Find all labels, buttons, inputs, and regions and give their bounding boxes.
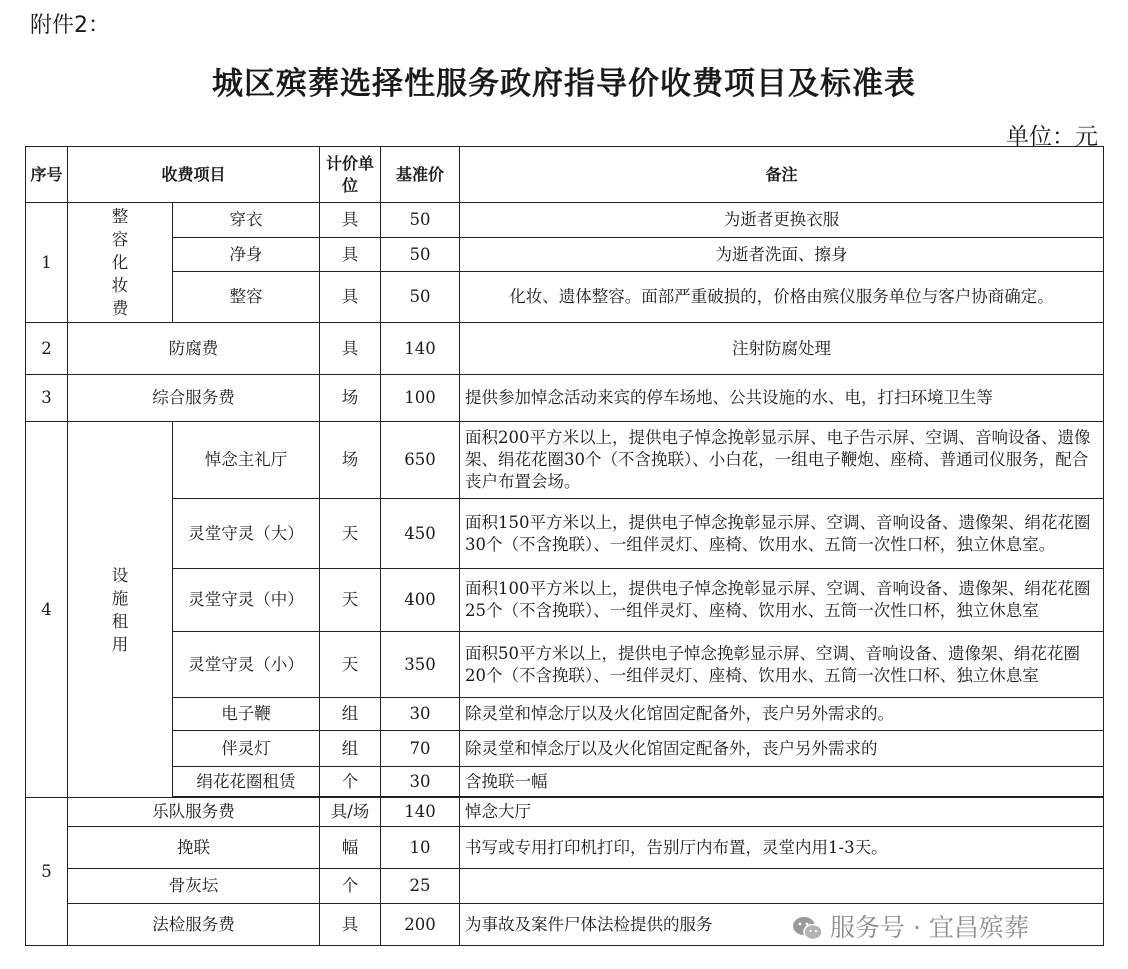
- unit-cell: 天: [320, 632, 381, 698]
- price-cell: 350: [381, 632, 460, 698]
- price-cell: 400: [381, 569, 460, 632]
- note-text: 面积100平方米以上，提供电子悼念挽彰显示屏、空调、音响设备、遗像架、绢花花圈25个（不含挽联）、一组伴灵灯、座椅、饮用水、五筒一次性口杯，独立休息室: [465, 579, 1091, 620]
- unit-cell: 具: [320, 904, 381, 946]
- table-row: [26, 203, 1104, 238]
- unit-cell: 组: [320, 731, 381, 767]
- price-cell: 50: [381, 238, 460, 272]
- wechat-icon: [792, 915, 824, 943]
- table-row: [26, 731, 1104, 767]
- table-row: [26, 323, 1104, 375]
- price-cell: 70: [381, 731, 460, 767]
- note-text: 面积200平方米以上，提供电子悼念挽彰显示屏、电子告示屏、空调、音响设备、遗像架、绢花花圈30个（不含挽联）、小白花，一组电子鞭炮、座椅、普通司仪服务，配合丧户布置会场。: [465, 428, 1091, 491]
- watermark: [792, 908, 1029, 944]
- note-text: 面积150平方米以上，提供电子悼念挽彰显示屏、空调、音响设备、遗像架、绢花花圈30个（不含挽联）、一组伴灵灯、座椅、饮用水、五筒一次性口杯，独立休息室。: [465, 512, 1091, 554]
- header-note: 备注: [460, 147, 1104, 203]
- seq-cell: 2: [26, 323, 68, 375]
- unit-cell: 具: [320, 238, 381, 272]
- unit-cell: 具/场: [320, 798, 381, 827]
- unit-cell: 个: [320, 869, 381, 904]
- item-cell: 整容: [173, 272, 320, 323]
- note-cell: 除灵堂和悼念厅以及火化馆固定配备外，丧户另外需求的: [460, 731, 1104, 767]
- price-cell: 30: [381, 767, 460, 797]
- price-cell: 10: [381, 827, 460, 869]
- category-cell: [68, 422, 173, 798]
- note-cell: 悼念大厅: [460, 798, 1104, 827]
- note-cell: 为逝者洗面、擦身: [460, 238, 1104, 272]
- item-cell: 绢花花圈租赁: [173, 767, 320, 797]
- table-row: [26, 827, 1104, 869]
- item-cell: 灵堂守灵（中）: [173, 569, 320, 632]
- price-cell: 450: [381, 499, 460, 569]
- table-row: [26, 632, 1104, 698]
- header-seq: 序号: [26, 147, 68, 203]
- table-row: [26, 767, 1104, 797]
- price-cell: 200: [381, 904, 460, 946]
- unit-cell: 场: [320, 422, 381, 499]
- unit-cell: 具: [320, 323, 381, 375]
- header-price: 基准价: [381, 147, 460, 203]
- unit-cell: 场: [320, 375, 381, 422]
- unit-cell: 天: [320, 499, 381, 569]
- seq-cell: 4: [26, 422, 68, 798]
- note-cell: 提供参加悼念活动来宾的停车场地、公共设施的水、电，打扫环境卫生等: [460, 375, 1104, 422]
- item-cell: 灵堂守灵（大）: [173, 499, 320, 569]
- unit-cell: 个: [320, 767, 381, 797]
- item-cell: 伴灵灯: [173, 731, 320, 767]
- item-cell: 综合服务费: [68, 375, 320, 422]
- note-cell: [460, 499, 1104, 569]
- table-row: [26, 698, 1104, 731]
- table-row: [26, 272, 1104, 323]
- price-cell: 25: [381, 869, 460, 904]
- note-cell: 为逝者更换衣服: [460, 203, 1104, 238]
- seq-cell: 1: [26, 203, 68, 323]
- seq-cell: 3: [26, 375, 68, 422]
- item-cell: 挽联: [68, 827, 320, 869]
- item-cell: 乐队服务费: [68, 798, 320, 827]
- item-cell: 灵堂守灵（小）: [173, 632, 320, 698]
- item-cell: 净身: [173, 238, 320, 272]
- header-unit: 计价单位: [320, 147, 381, 203]
- unit-cell: 天: [320, 569, 381, 632]
- item-cell: 穿衣: [173, 203, 320, 238]
- note-cell: [460, 632, 1104, 698]
- unit-cell: 组: [320, 698, 381, 731]
- item-cell: 防腐费: [68, 323, 320, 375]
- note-text: 面积50平方米以上，提供电子悼念挽彰显示屏、空调、音响设备、遗像架、绢花花圈20个（不含挽联）、一组伴灵灯、座椅、饮用水、五筒一次性口杯、独立休息室: [465, 643, 1081, 685]
- header-item: 收费项目: [68, 147, 320, 203]
- item-cell: 骨灰坛: [68, 869, 320, 904]
- table-row: [26, 422, 1104, 499]
- category-label: 设施租用: [111, 565, 129, 654]
- price-cell: 140: [381, 323, 460, 375]
- unit-cell: 具: [320, 203, 381, 238]
- item-cell: 电子鞭: [173, 698, 320, 731]
- unit-label: 单位：元: [1006, 124, 1098, 150]
- note-cell: 化妆、遗体整容。面部严重破损的，价格由殡仪服务单位与客户协商确定。: [460, 272, 1104, 323]
- note-cell: 含挽联一幅: [460, 767, 1104, 797]
- table-header-row: [26, 147, 1104, 203]
- note-cell: 注射防腐处理: [460, 323, 1104, 375]
- category-label: 整容化妆费: [111, 207, 129, 318]
- seq-cell: 5: [26, 798, 68, 946]
- item-cell: 法检服务费: [68, 904, 320, 946]
- note-cell: [460, 869, 1104, 904]
- price-cell: 650: [381, 422, 460, 499]
- item-cell: 悼念主礼厅: [173, 422, 320, 499]
- page-title: 城区殡葬选择性服务政府指导价收费项目及标准表: [212, 66, 916, 102]
- table-row: [26, 375, 1104, 422]
- table-row: [26, 798, 1104, 827]
- note-cell: 除灵堂和悼念厅以及火化馆固定配备外，丧户另外需求的。: [460, 698, 1104, 731]
- price-cell: 100: [381, 375, 460, 422]
- price-cell: 30: [381, 698, 460, 731]
- note-cell: [460, 569, 1104, 632]
- price-cell: 140: [381, 798, 460, 827]
- note-cell: [460, 422, 1104, 499]
- table-row: [26, 238, 1104, 272]
- price-cell: 50: [381, 203, 460, 238]
- fee-table: [25, 146, 1104, 946]
- unit-cell: 幅: [320, 827, 381, 869]
- price-cell: 50: [381, 272, 460, 323]
- note-cell: 书写或专用打印机打印，告别厅内布置，灵堂内用1-3天。: [460, 827, 1104, 869]
- table-row: [26, 569, 1104, 632]
- table-row: [26, 869, 1104, 904]
- attachment-label: 附件2：: [30, 13, 110, 38]
- watermark-text: 服务号 · 宜昌殡葬: [830, 913, 1029, 942]
- unit-cell: 具: [320, 272, 381, 323]
- category-cell: [68, 203, 173, 323]
- note-cell: 为事故及案件尸体法检提供的服务: [460, 904, 1104, 946]
- table-row: [26, 499, 1104, 569]
